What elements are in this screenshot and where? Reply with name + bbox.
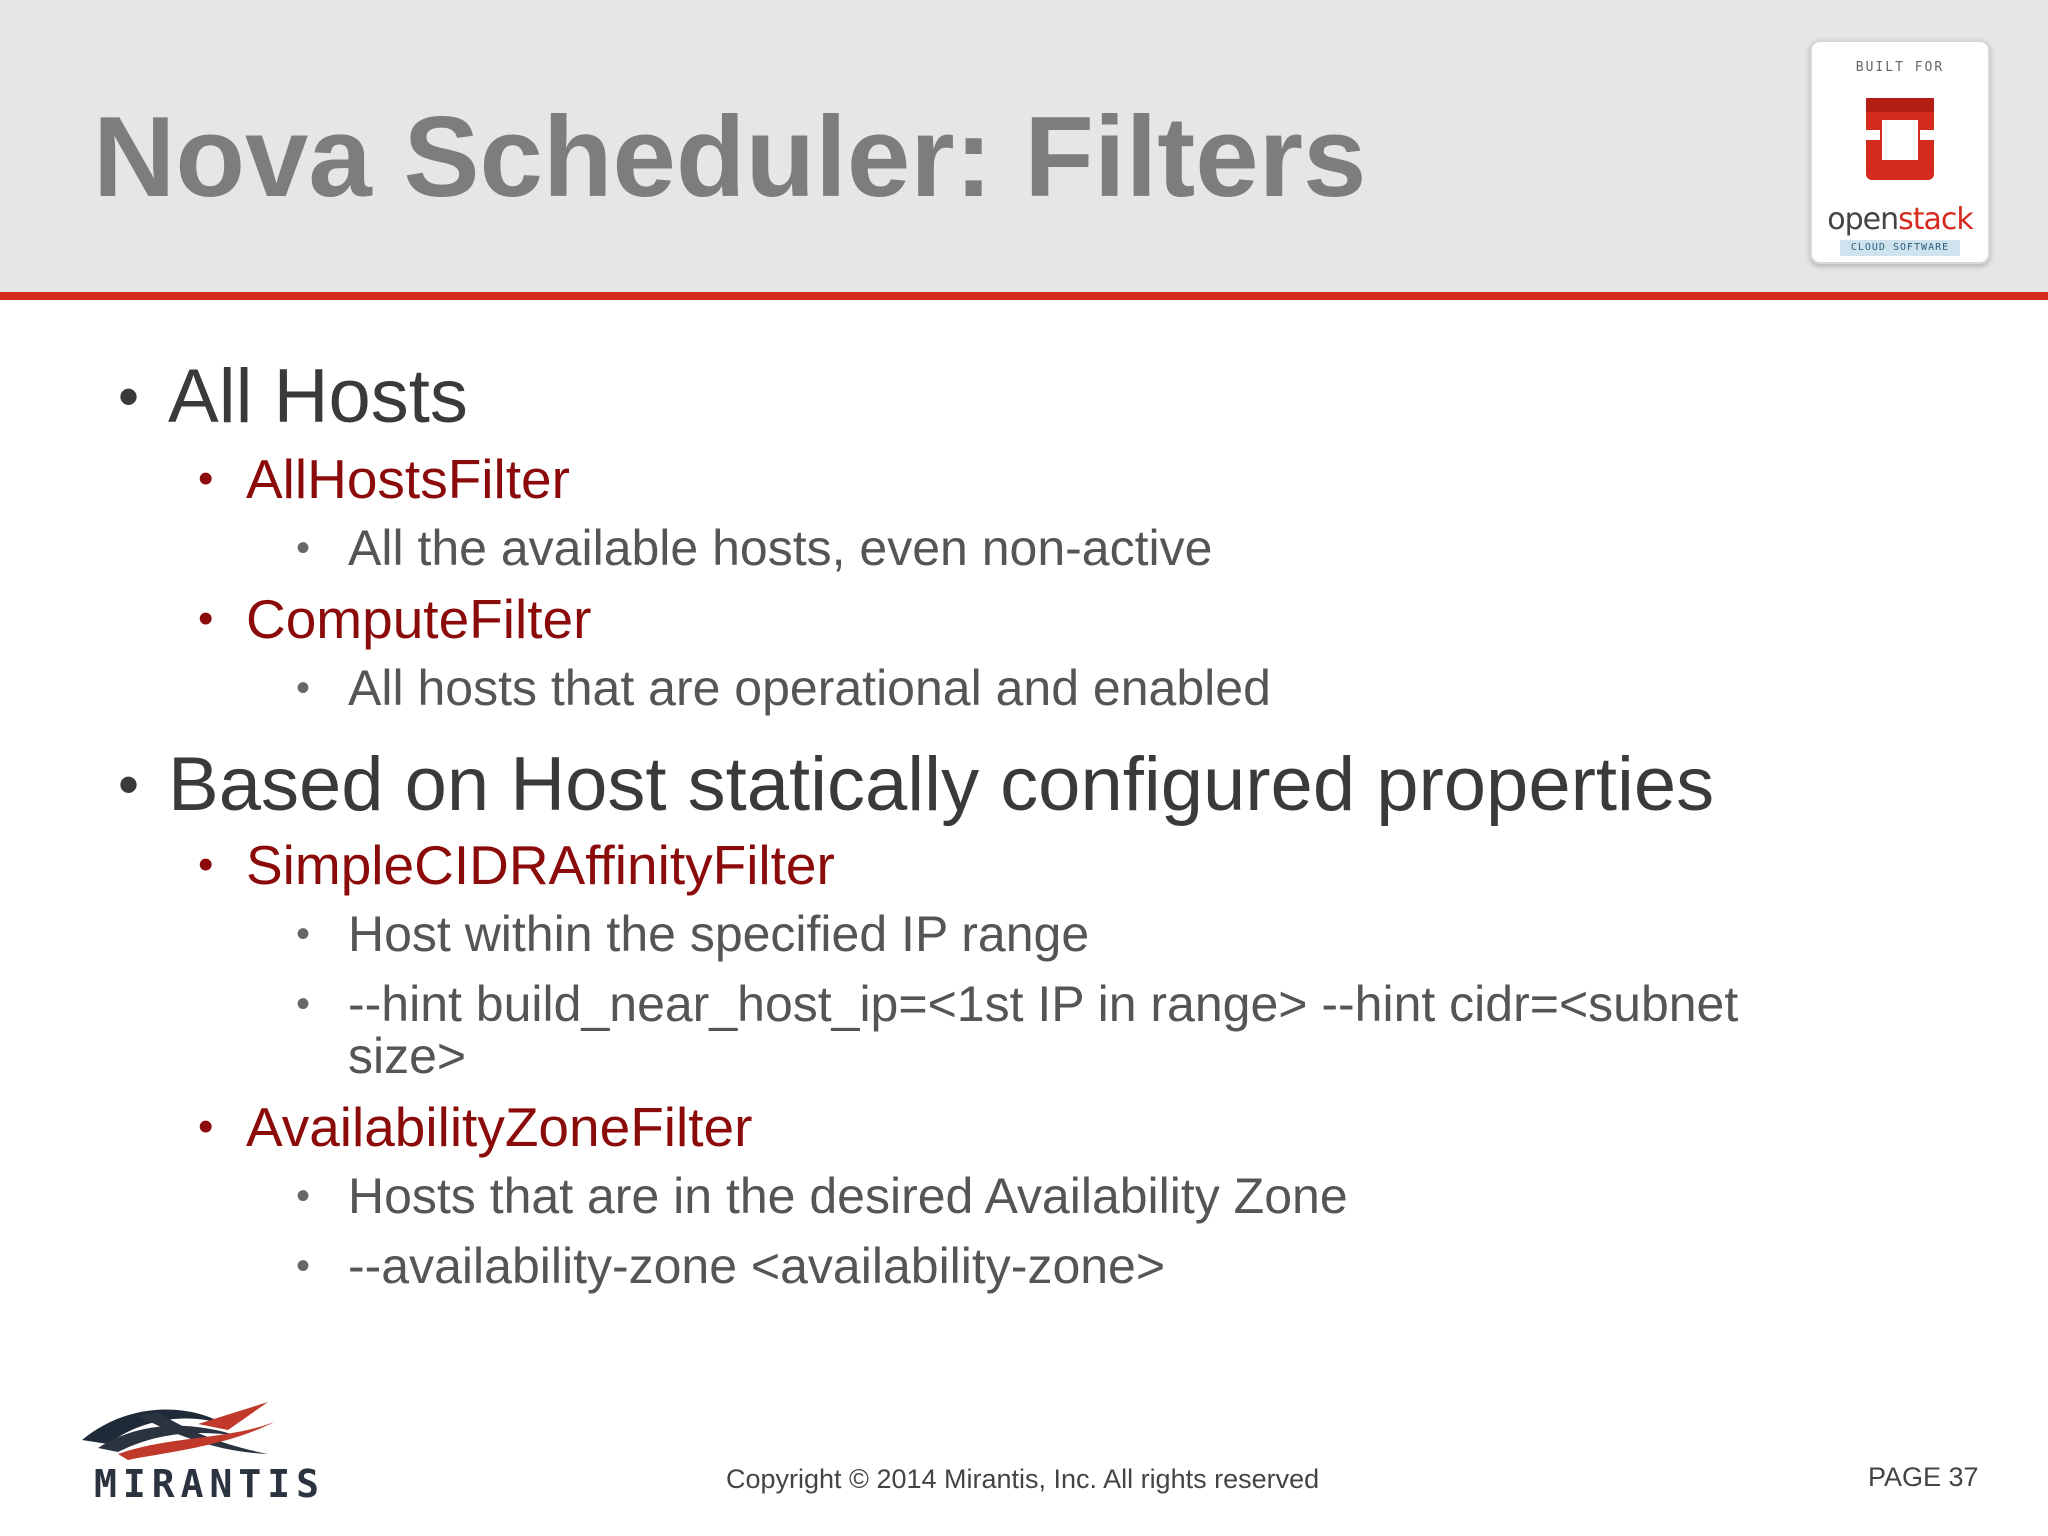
- openstack-badge: [1810, 40, 1990, 264]
- badge-tagline: CLOUD SOFTWARE: [1840, 240, 1960, 256]
- bullet-text: Host within the specified IP range: [348, 906, 1090, 962]
- slide-title: Nova Scheduler: Filters: [93, 94, 1367, 221]
- bullet-text: AllHostsFilter: [246, 448, 570, 510]
- bullet-text: AvailabilityZoneFilter: [246, 1096, 753, 1158]
- bullet-text: --hint build_near_host_ip=<1st IP in range> --hint cidr=<subnet: [348, 976, 1739, 1032]
- bullet-glyph: •: [118, 363, 140, 430]
- bullet-glyph: •: [118, 751, 140, 818]
- badge-openstack-name: [1812, 202, 1988, 237]
- bullet-item: [296, 906, 1090, 962]
- bullet-glyph: •: [198, 594, 214, 643]
- bullet-item: [118, 352, 468, 442]
- bullet-text: Hosts that are in the desired Availability Zone: [348, 1168, 1348, 1224]
- bullet-item: [296, 976, 1739, 1032]
- bullet-glyph: •: [198, 840, 214, 889]
- bullet-glyph: •: [296, 982, 311, 1026]
- bullet-glyph: •: [198, 454, 214, 503]
- bullet-glyph: •: [296, 526, 311, 570]
- bullet-text: Based on Host statically configured properties: [168, 742, 1715, 827]
- bullet-item: [296, 520, 1213, 576]
- mirantis-wordmark: MIRANTIS: [94, 1462, 326, 1506]
- badge-name-open: open: [1827, 202, 1899, 237]
- bullet-item: [198, 1094, 753, 1160]
- footer-copyright: Copyright © 2014 Mirantis, Inc. All rights reserved: [726, 1464, 1320, 1494]
- openstack-logo-icon: [1860, 90, 1940, 190]
- bullet-item: [198, 586, 592, 652]
- bullet-item: [198, 446, 570, 512]
- bullet-glyph: •: [198, 1102, 214, 1151]
- mirantis-logo-icon: [78, 1396, 278, 1466]
- bullet-item-continuation: [348, 1028, 466, 1084]
- footer-page-number: PAGE 37: [1868, 1462, 1979, 1492]
- badge-built-for: BUILT FOR: [1855, 60, 1945, 75]
- bullet-glyph: •: [296, 912, 311, 956]
- bullet-item: [198, 832, 835, 898]
- bullet-glyph: •: [296, 1174, 311, 1218]
- bullet-item: [296, 660, 1271, 716]
- bullet-text: All hosts that are operational and enabled: [348, 660, 1271, 716]
- bullet-text: All Hosts: [168, 354, 468, 439]
- bullet-text: ComputeFilter: [246, 588, 592, 650]
- bullet-text: All the available hosts, even non-active: [348, 520, 1213, 576]
- bullet-glyph: •: [296, 666, 311, 710]
- title-divider-rule: [0, 292, 2048, 300]
- bullet-item: [296, 1238, 1166, 1294]
- badge-name-stack: stack: [1898, 202, 1973, 237]
- bullet-text: --availability-zone <availability-zone>: [348, 1238, 1166, 1294]
- bullet-item: [296, 1168, 1348, 1224]
- bullet-text: size>: [348, 1028, 467, 1084]
- bullet-glyph: •: [296, 1244, 311, 1288]
- bullet-text: SimpleCIDRAffinityFilter: [246, 834, 835, 896]
- bullet-item: [118, 740, 1715, 830]
